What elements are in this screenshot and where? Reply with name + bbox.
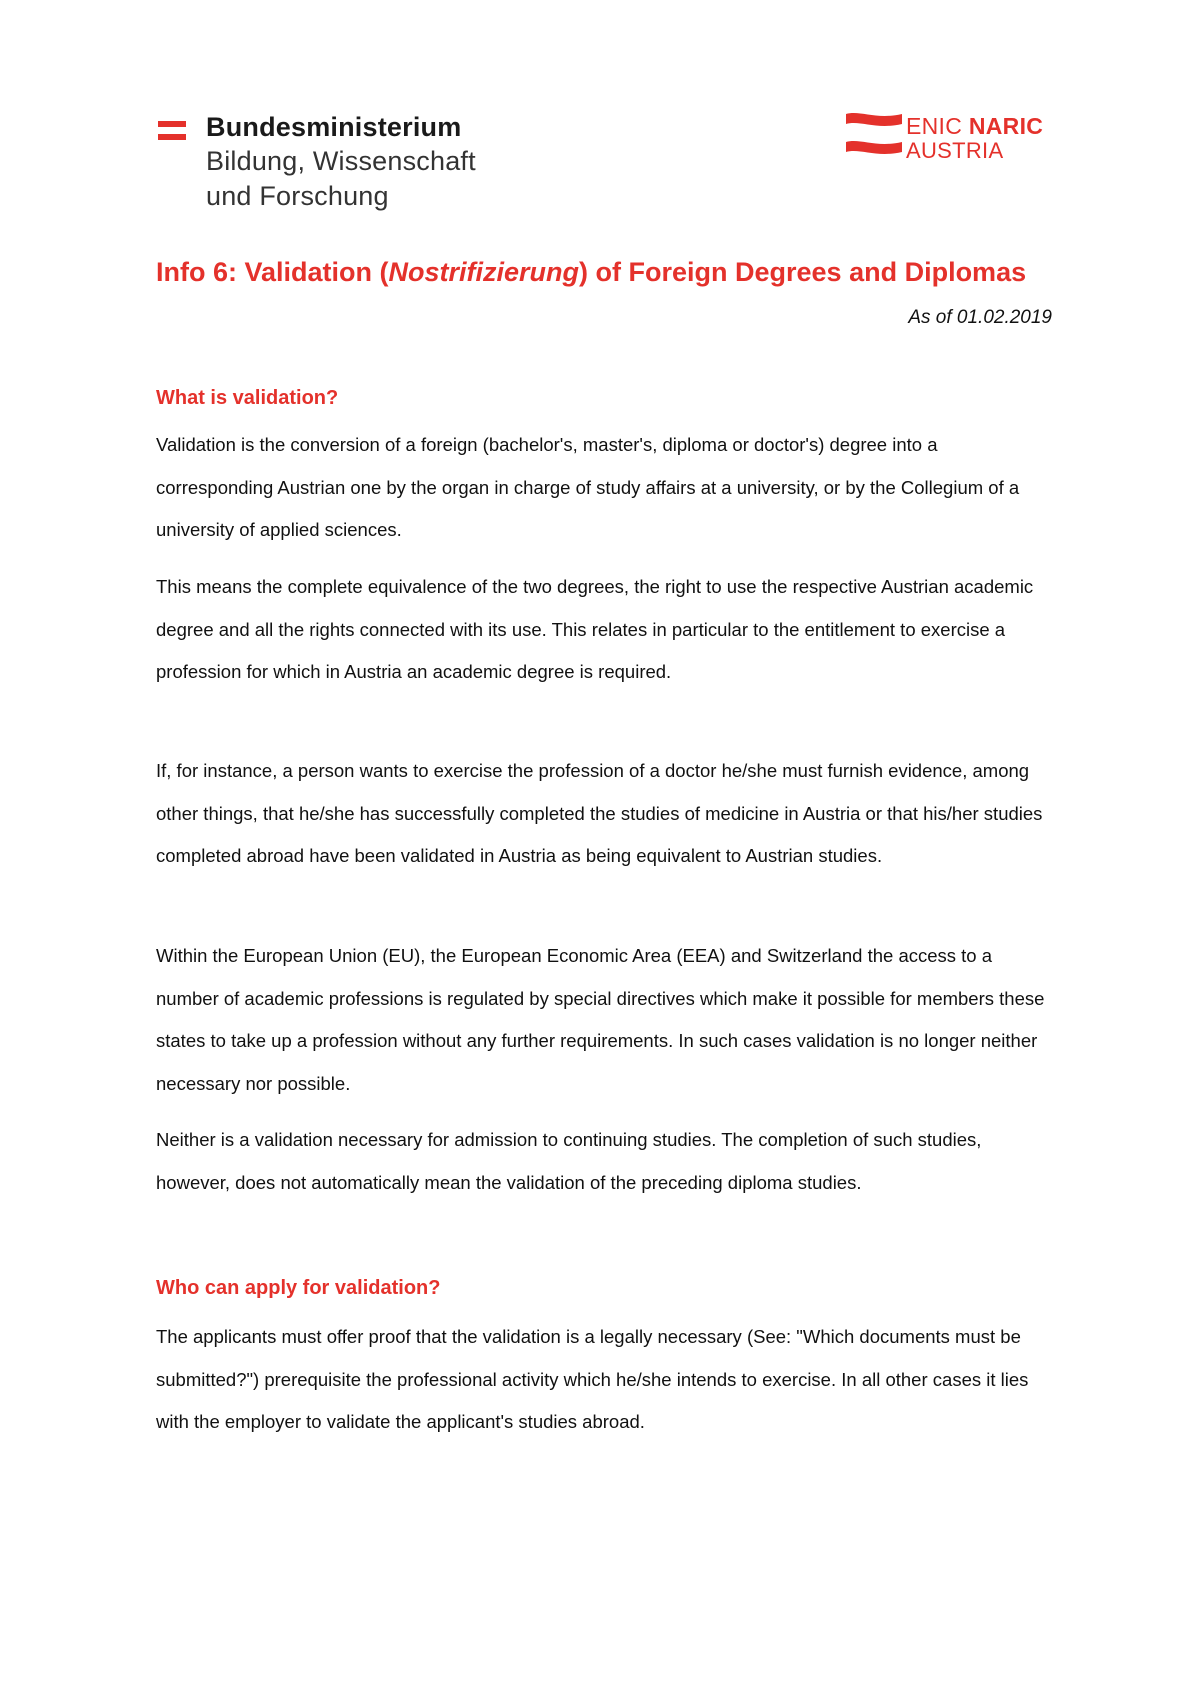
- paragraph: The applicants must offer proof that the validation is a legally necessary (See: "Which documents must be submitted?") prerequisite the professional activity which he/she intends to exercise. In all other cases it lies with the employer to validate the applicant's studies abroad.: [156, 1326, 1029, 1432]
- austrian-flag-icon: [158, 121, 186, 141]
- paragraph: This means the complete equivalence of the two degrees, the right to use the respective Austrian academic degree and all the rights connected with its use. This relates in particular to the entitlement to exercise a profession for which in Austria an academic degree is required.: [156, 576, 1034, 682]
- paragraph: Within the European Union (EU), the European Economic Area (EEA) and Switzerland the access to a number of academic professions is regulated by special directives which make it possible for members these states to take up a profession without any further requirements. In such cases validation is no longer neither necessary nor possible.: [156, 945, 1045, 1094]
- document-date: As of 01.02.2019: [908, 307, 1052, 328]
- enic-word: ENIC: [906, 113, 963, 139]
- paragraph: Validation is the conversion of a foreign (bachelor's, master's, diploma or doctor's) degree into a corresponding Austrian one by the organ in charge of study affairs at a university, or by the Collegium of a university of applied sciences.: [156, 434, 1020, 540]
- title-italic: Nostrifizierung: [388, 257, 580, 287]
- enic-naric-flag-icon: [846, 112, 902, 158]
- title-prefix: Info 6: Validation (: [156, 257, 389, 287]
- section-heading-what-is-validation: What is validation?: [156, 387, 339, 409]
- paragraph: Neither is a validation necessary for admission to continuing studies. The completion of such studies, however, does not automatically mean the validation of the preceding diploma studies.: [156, 1129, 982, 1193]
- enic-naric-logo: [846, 112, 1046, 166]
- austria-word: AUSTRIA: [906, 138, 1004, 163]
- ministry-name-line2: Bildung, Wissenschaft: [206, 146, 476, 176]
- ministry-name-line1: Bundesministerium: [206, 112, 462, 142]
- page-title: [156, 254, 1056, 290]
- naric-word: NARIC: [968, 113, 1044, 139]
- title-suffix: ) of Foreign Degrees and Diplomas: [579, 257, 1027, 287]
- paragraph: If, for instance, a person wants to exercise the profession of a doctor he/she must furnish evidence, among other things, that he/she has successfully completed the studies of medicine in Austria or that his/her studies completed abroad have been validated in Austria as being equivalent to Austrian studies.: [156, 760, 1043, 866]
- ministry-name-line3: und Forschung: [206, 181, 389, 211]
- section-heading-who-can-apply: Who can apply for validation?: [156, 1277, 441, 1299]
